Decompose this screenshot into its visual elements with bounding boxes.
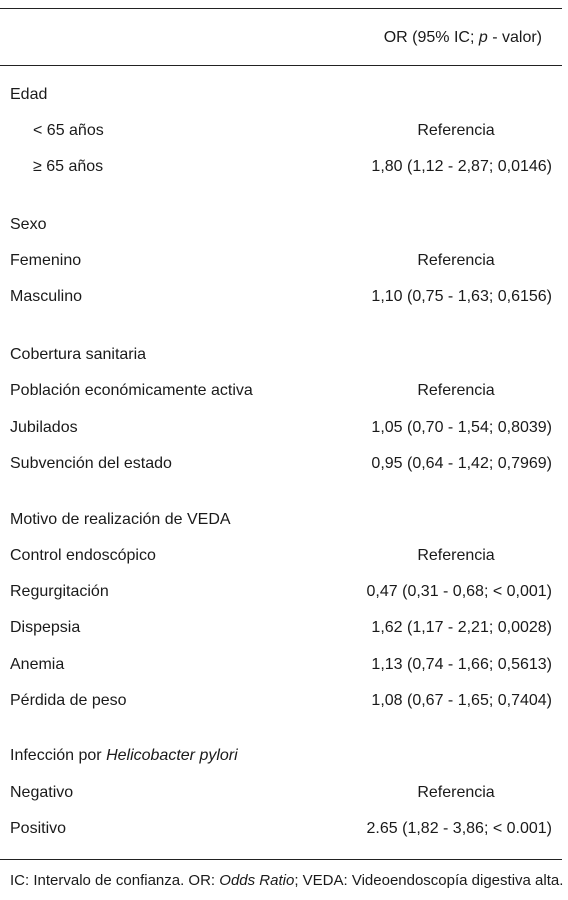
table-row	[0, 816, 562, 842]
row-label: Control endoscópico	[10, 547, 156, 564]
row-value: 1,05 (0,70 - 1,54; 0,8039)	[371, 419, 552, 436]
row-value: 0,47 (0,31 - 0,68; < 0,001)	[366, 583, 552, 600]
header-rule	[0, 65, 562, 66]
row-value: 1,13 (0,74 - 1,66; 0,5613)	[371, 656, 552, 673]
row-label: < 65 años	[33, 122, 104, 139]
section-title: Infección por Helicobacter pylori	[10, 747, 238, 764]
table-row	[0, 780, 562, 806]
row-value: 2.65 (1,82 - 3,86; < 0.001)	[366, 820, 552, 837]
row-label: Pérdida de peso	[10, 692, 127, 709]
or-column-header: OR (95% IC; p - valor)	[383, 29, 542, 46]
table-row	[0, 688, 562, 714]
section-title-infeccion	[0, 743, 562, 769]
row-value: 1,10 (0,75 - 1,63; 0,6156)	[371, 288, 552, 305]
row-value: Referencia	[417, 122, 495, 139]
row-value: 1,08 (0,67 - 1,65; 0,7404)	[371, 692, 552, 709]
table-row	[0, 248, 562, 274]
row-label: Población económicamente activa	[10, 382, 253, 399]
row-value: 1,80 (1,12 - 2,87; 0,0146)	[371, 158, 552, 175]
row-label: Negativo	[10, 784, 74, 801]
table-row	[0, 415, 562, 441]
section-title: Edad	[10, 86, 48, 103]
table-row	[0, 615, 562, 641]
bottom-rule	[0, 859, 562, 860]
section-title: Sexo	[10, 216, 47, 233]
row-value: Referencia	[417, 382, 495, 399]
section-title-cobertura	[0, 342, 562, 368]
top-rule	[0, 8, 562, 9]
row-value: Referencia	[417, 784, 495, 801]
table-row	[0, 543, 562, 569]
row-value: 1,62 (1,17 - 2,21; 0,0028)	[371, 619, 552, 636]
row-label: Subvención del estado	[10, 455, 172, 472]
table-row	[0, 579, 562, 605]
row-label: Femenino	[10, 252, 82, 269]
table-footnote: IC: Intervalo de confianza. OR: Odds Ratio; VEDA: Videoendoscopía digestiva alta.	[10, 872, 564, 889]
table-row	[0, 652, 562, 678]
row-value: Referencia	[417, 252, 495, 269]
row-label: Regurgitación	[10, 583, 109, 600]
row-label: Jubilados	[10, 419, 78, 436]
table-header	[0, 25, 562, 51]
row-label: Positivo	[10, 820, 67, 837]
row-value: 0,95 (0,64 - 1,42; 0,7969)	[371, 455, 552, 472]
section-title: Cobertura sanitaria	[10, 346, 147, 363]
section-title-sexo	[0, 212, 562, 238]
table-row	[0, 154, 562, 180]
table-row	[0, 378, 562, 404]
section-title: Motivo de realización de VEDA	[10, 511, 231, 528]
row-label: Anemia	[10, 656, 65, 673]
table-row	[0, 118, 562, 144]
row-label: ≥ 65 años	[33, 158, 104, 175]
section-title-motivo	[0, 507, 562, 533]
table-row	[0, 451, 562, 477]
row-label: Masculino	[10, 288, 83, 305]
row-label: Dispepsia	[10, 619, 81, 636]
section-title-edad	[0, 82, 562, 108]
row-value: Referencia	[417, 547, 495, 564]
table-row	[0, 284, 562, 310]
